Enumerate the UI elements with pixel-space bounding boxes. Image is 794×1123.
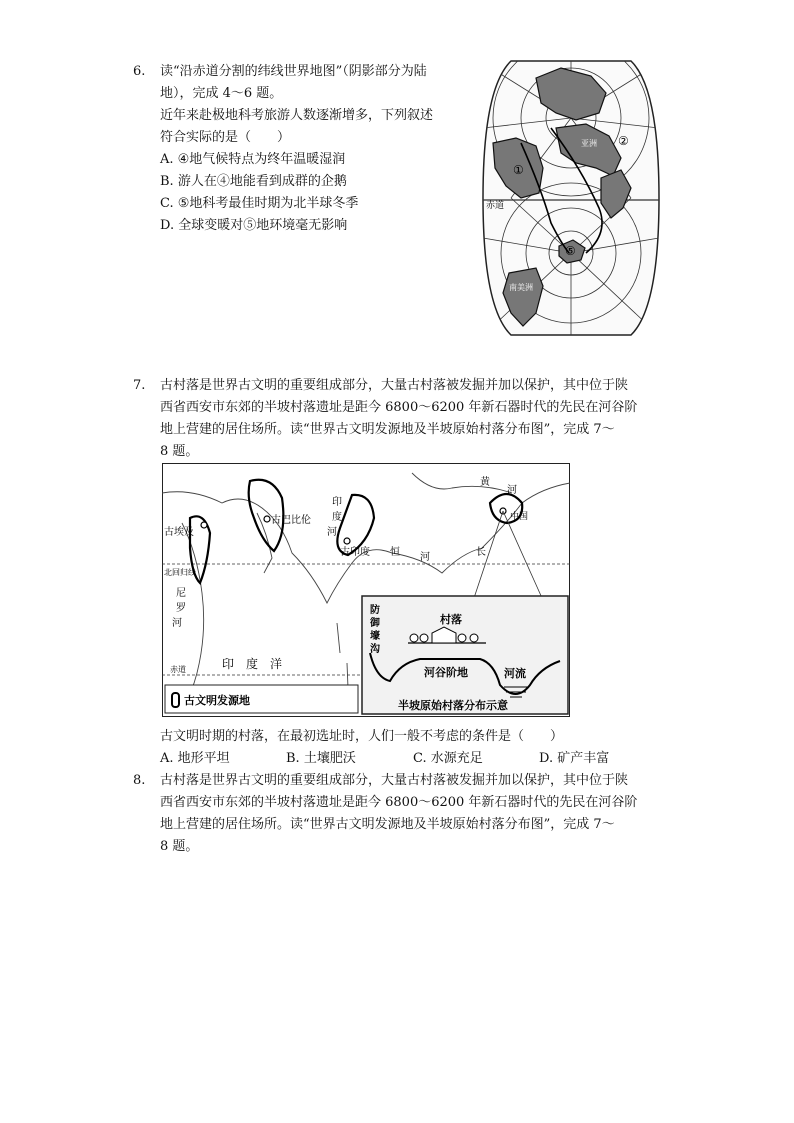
label-nile-2: 罗 — [176, 603, 186, 614]
label-nile-1: 尼 — [176, 588, 186, 599]
label-indus-3: 河 — [327, 527, 337, 538]
question-7 — [133, 375, 673, 463]
question-stem — [160, 61, 473, 237]
equator-split-world-map — [481, 58, 661, 338]
option-d[interactable]: D. 全球变暖对⑤地环境毫无影响 — [160, 218, 348, 233]
inset-terrace: 河谷阶地 — [424, 666, 468, 679]
equator-label: 赤道 — [486, 201, 505, 211]
question-7-subquestion — [133, 726, 673, 770]
question-stem — [160, 770, 673, 858]
south-america-label: 南美洲 — [509, 283, 533, 292]
label-huang-2: 河 — [507, 485, 517, 496]
label-yangtze: 长 — [476, 547, 486, 558]
stem-line: 古村落是世界古文明的重要组成部分，大量古村落被发掘并加以保护，其中位于陕 — [160, 773, 629, 788]
option-b[interactable]: B. 土壤肥沃 — [286, 751, 356, 766]
stem-line: 近年来赴极地科考旅游人数逐渐增多，下列叙述 — [160, 108, 434, 123]
label-huang-1: 黄 — [480, 477, 490, 488]
inset-title: 半坡原始村落分布示意 — [398, 699, 508, 712]
stem-line: 符合实际的是（ ） — [160, 130, 291, 145]
label-tropic: 北回归线 — [164, 568, 196, 577]
question-6 — [133, 61, 473, 237]
ancient-civilization-map — [162, 463, 570, 717]
label-egypt: 古埃及 — [164, 527, 194, 538]
option-c[interactable]: C. 水源充足 — [413, 751, 483, 766]
option-d[interactable]: D. 矿产丰富 — [539, 751, 610, 766]
stem-line: 8 题。 — [160, 444, 199, 459]
label-nile-3: 河 — [172, 618, 182, 629]
option-a[interactable]: A. ④地气候特点为终年温暖湿润 — [160, 152, 346, 167]
stem-line: 地上营建的居住场所。读“世界古文明发源地及半坡原始村落分布图”，完成 7～ — [160, 817, 615, 832]
label-china: 中国 — [510, 512, 529, 522]
label-india: 古印度 — [340, 547, 370, 558]
option-c[interactable]: C. ⑤地科考最佳时期为北半球冬季 — [160, 196, 359, 211]
options-row — [160, 748, 673, 770]
stem-line: 8 题。 — [160, 839, 199, 854]
legend-label: 古文明发源地 — [184, 694, 250, 707]
inset-defense-2: 御 — [370, 618, 380, 629]
question-number: 7. — [133, 378, 146, 393]
label-indus-2: 度 — [332, 512, 342, 523]
question-number: 8. — [133, 773, 146, 788]
option-a[interactable]: A. 地形平坦 — [160, 751, 230, 766]
inset-defense-1: 防 — [370, 605, 380, 616]
region-label-1: ① — [513, 163, 524, 177]
region-label-5: ⑤ — [565, 244, 576, 258]
option-b[interactable]: B. 游人在④地能看到成群的企鹅 — [160, 174, 347, 189]
stem-line: 古村落是世界古文明的重要组成部分，大量古村落被发掘并加以保护，其中位于陕 — [160, 378, 629, 393]
stem-line: 地上营建的居住场所。读“世界古文明发源地及半坡原始村落分布图”，完成 7～ — [160, 422, 615, 437]
stem-line: 地），完成 4～6 题。 — [160, 86, 283, 101]
stem-line: 读“沿赤道分割的纬线世界地图”（阴影部分为陆 — [160, 64, 427, 79]
inset-river: 河流 — [504, 667, 526, 680]
question-8 — [133, 770, 673, 858]
inset-defense-3: 壕 — [370, 631, 380, 642]
question-number: 6. — [133, 64, 146, 79]
label-ganges-1: 恒 — [390, 547, 400, 558]
label-indian-ocean: 印 度 洋 — [222, 657, 283, 671]
label-equator: 赤道 — [170, 665, 186, 674]
question-stem — [160, 375, 673, 463]
inset-village: 村落 — [440, 613, 462, 626]
inset-defense-4: 沟 — [370, 644, 380, 655]
region-label-2: ② — [618, 134, 629, 148]
sub-question-stem: 古文明时期的村落，在最初选址时，人们一般不考虑的条件是（ ） — [160, 729, 564, 744]
label-ganges-2: 河 — [420, 552, 430, 563]
banpo-inset — [362, 596, 568, 714]
asia-label: 亚洲 — [581, 139, 597, 148]
stem-line: 西省西安市东郊的半坡村落遗址是距今 6800～6200 年新石器时代的先民在河谷阶 — [160, 795, 638, 810]
label-babylon: 古巴比伦 — [271, 515, 311, 526]
label-indus-1: 印 — [332, 497, 342, 508]
stem-line: 西省西安市东郊的半坡村落遗址是距今 6800～6200 年新石器时代的先民在河谷阶 — [160, 400, 638, 415]
